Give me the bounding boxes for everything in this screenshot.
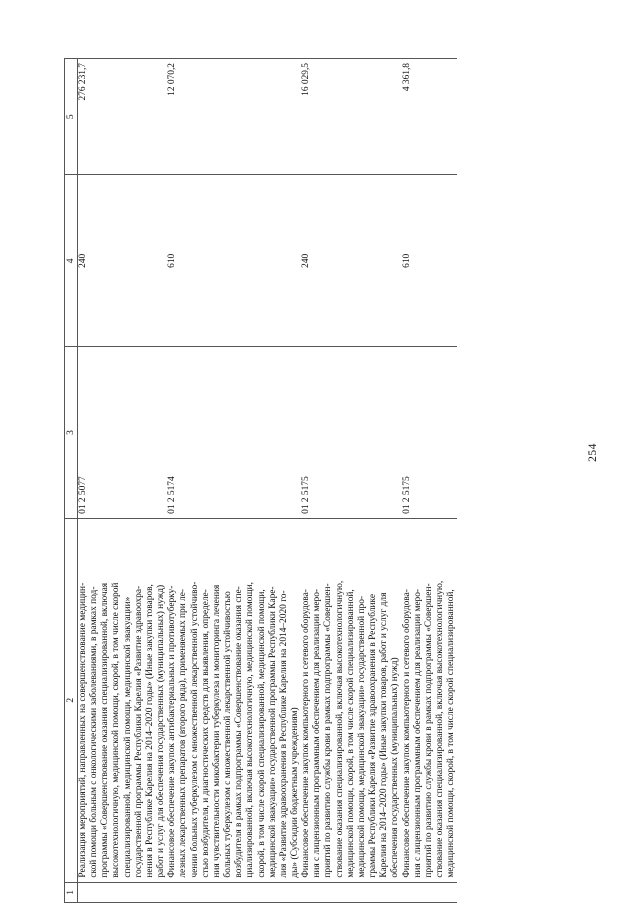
description-line: ды» (Субсидии бюджетным учреждениям)	[289, 707, 300, 878]
description-cell	[301, 518, 401, 882]
description-line: ствование оказания специализированной, включая высокотехнологичную,	[435, 580, 445, 878]
row-number-cell	[301, 882, 401, 902]
description-line: циализированной, включая высокотехнологичную, медицинской помощи,	[245, 582, 256, 878]
expense-type-cell: 610	[402, 175, 458, 347]
amount-cell: 276 231,7	[78, 59, 168, 175]
target-code-cell: 01 2 5175	[402, 347, 458, 519]
description-line: приятий по развитию службы крови в рамках подпрограммы «Совершен-	[323, 583, 334, 878]
description-line: Финансовое обеспечение закупок компьютерного и сетевого оборудова-	[301, 589, 312, 878]
expense-type-cell: 610	[167, 175, 301, 347]
table-body	[78, 59, 458, 903]
description-line: стью возбудителя, и диагностических средств для выявления, определе-	[200, 589, 211, 878]
description-line: Финансовое обеспечение закупок компьютерного и сетевого оборудова-	[401, 589, 412, 878]
table-row	[301, 59, 401, 903]
description-line: специализированной, медицинской помощи, медицинской эвакуации»	[122, 596, 133, 878]
description-line: нения в Республике Карелия на 2014–2020 годы» (Иные закупки товаров,	[144, 584, 155, 878]
description-line: лия «Развитие здравоохранения в Республике Карелия на 2014–2020 го-	[278, 590, 289, 878]
description-line: граммы Республики Карелия «Развитие здравоохранения в Республике	[368, 593, 379, 878]
amount-cell: 16 029,5	[301, 59, 401, 175]
description-line: ния с лицензионным программным обеспечением для реализации меро-	[312, 588, 323, 878]
description-line: лезных лекарственных препаратов (второго ряда), применяемых при ле-	[178, 588, 189, 878]
target-code-cell: 01 2 5174	[167, 347, 301, 519]
column-header: 5	[65, 59, 78, 175]
description-line: Финансовое обеспечение закупок антибактериальных и противотуберку-	[167, 585, 178, 878]
description-line: Карелия на 2014–2020 годы» (Иные закупки товаров, работ и услуг для	[379, 592, 390, 878]
amount-cell: 4 361,8	[402, 59, 458, 175]
description-line: приятий по развитию службы крови в рамках подпрограммы «Совершен-	[423, 583, 434, 878]
row-number-cell	[402, 882, 458, 902]
row-number-cell	[78, 882, 168, 902]
description-line: государственной программы Республики Карелия «Развитие здравоохра-	[133, 585, 144, 878]
description-line: чении больных туберкулезом с множественной лекарственной устойчиво-	[189, 581, 200, 878]
description-line: больных туберкулезом с множественной лекарственной устойчивостью	[223, 591, 234, 878]
table-row	[78, 59, 168, 903]
column-header: 4	[65, 175, 78, 347]
description-line: Реализация мероприятий, направленных на совершенствование медицин-	[78, 582, 88, 878]
description-line: скорой, в том числе скорой специализированной, медицинской помощи,	[256, 589, 267, 878]
description-cell	[402, 518, 458, 882]
expense-type-cell: 240	[301, 175, 401, 347]
page-number: 254	[587, 443, 599, 462]
expense-type-cell: 240	[78, 175, 168, 347]
description-line: высокотехнологичную, медицинской помощи, скорой, в том числе скорой	[111, 582, 122, 878]
description-line: медицинской эвакуации» государственной программы Республики Каре-	[267, 586, 278, 878]
column-header: 3	[65, 347, 78, 519]
column-header: 2	[65, 518, 78, 882]
description-line: ствование оказания специализированной, включая высокотехнологичную,	[334, 580, 345, 878]
description-line: медицинской помощи, скорой, в том числе скорой специализированной,	[446, 589, 457, 878]
description-cell	[167, 518, 301, 882]
table-header-row	[65, 59, 78, 903]
description-line: ской помощи больным с онкологическими заболеваниями, в рамках под-	[89, 586, 100, 878]
budget-table	[64, 58, 457, 903]
table-row	[402, 59, 458, 903]
row-number-cell	[167, 882, 301, 902]
target-code-cell: 01 2 5077	[78, 347, 168, 519]
description-line: обеспечения государственных (муниципальных) нужд)	[390, 657, 401, 878]
description-line: медицинской помощи, скорой, в том числе скорой специализированной,	[345, 589, 356, 878]
description-cell	[78, 518, 168, 882]
description-line: возбудителя в рамках подпрограммы «Совершенствование оказания спе-	[234, 586, 245, 878]
target-code-cell: 01 2 5175	[301, 347, 401, 519]
table-row	[167, 59, 301, 903]
description-line: ния с лицензионным программным обеспечением для реализации меро-	[412, 588, 423, 878]
description-line: медицинской помощи, медицинской эвакуации» государственной про-	[356, 595, 367, 878]
description-line: работ и услуг для обеспечения государственных (муниципальных) нужд)	[156, 584, 167, 878]
column-header: 1	[65, 882, 78, 902]
description-line: ния чувствительности микобактерии туберкулеза и мониторинга лечения	[211, 584, 222, 878]
description-line: программы «Совершенствование оказания специализированной, включая	[100, 582, 111, 878]
amount-cell: 12 070,2	[167, 59, 301, 175]
